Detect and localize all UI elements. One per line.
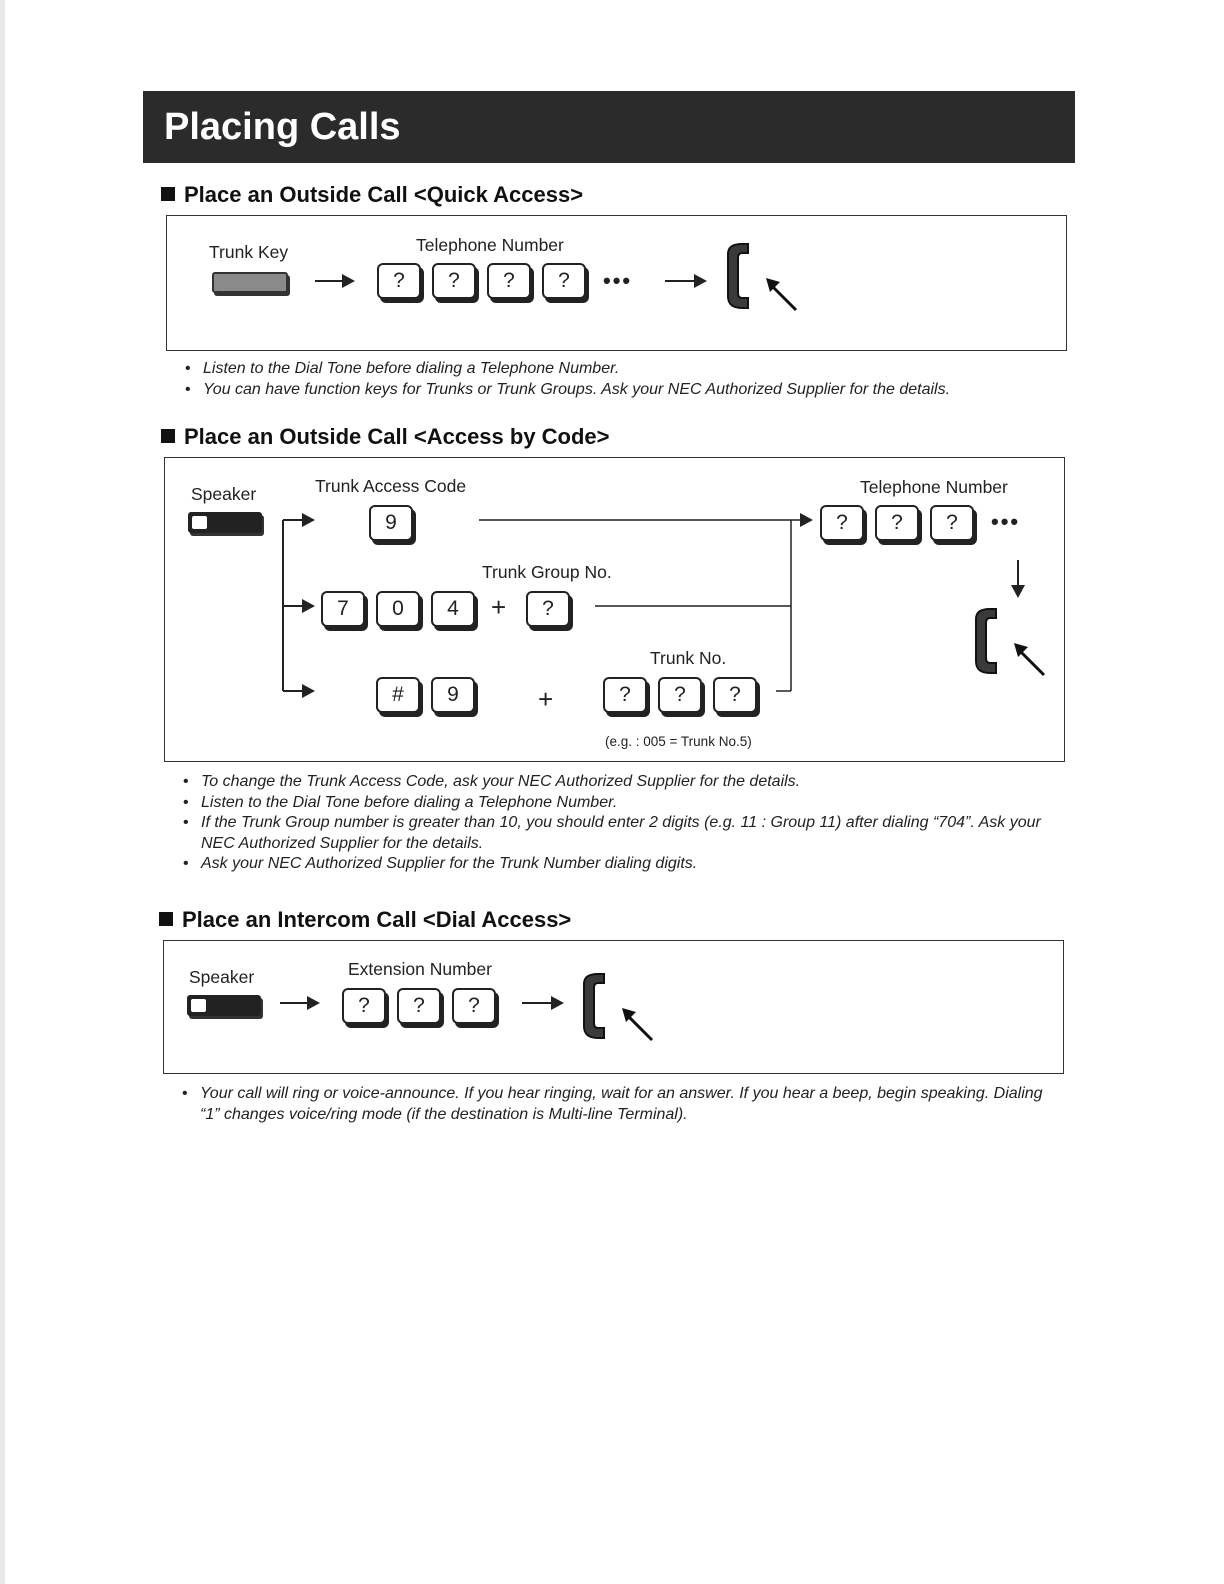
note-item: • You can have function keys for Trunks or Trunk Groups. Ask your NEC Authorized Supplier for the details. [185, 380, 1055, 401]
dial-key: ? [432, 263, 476, 299]
dial-key: ? [820, 505, 864, 541]
dial-key: # [376, 677, 420, 713]
trunk-no-example: (e.g. : 005 = Trunk No.5) [605, 734, 752, 749]
handset-off-hook-icon [970, 603, 1054, 679]
dial-key: ? [342, 988, 386, 1024]
page-title: Placing Calls [143, 91, 1075, 163]
arrow-right-icon [280, 1002, 318, 1004]
speaker-key-icon [188, 512, 262, 533]
dial-key: 9 [369, 505, 413, 541]
bullet-square-icon [161, 429, 175, 443]
arrow-right-icon [522, 1002, 562, 1004]
speaker-key-icon [187, 995, 261, 1016]
note-item: • If the Trunk Group number is greater than 10, you should enter 2 digits (e.g. 11 : Group 11) after dialing “704”. Ask your NEC Authorized Supplier for the details. [183, 813, 1053, 854]
quick-access-notes [185, 359, 1055, 400]
extension-number-label: Extension Number [348, 959, 492, 979]
dial-key: ? [526, 591, 570, 627]
intercom-notes [182, 1084, 1046, 1125]
section-heading-code [161, 424, 610, 450]
speaker-lamp-icon [191, 999, 206, 1012]
handset-off-hook-icon [722, 238, 806, 314]
telephone-number-label: Telephone Number [416, 235, 564, 255]
arrow-right-icon [283, 519, 313, 521]
dial-key: ? [930, 505, 974, 541]
section-heading-quick-text: Place an Outside Call <Quick Access> [184, 182, 584, 207]
arrow-right-icon [283, 605, 313, 607]
scan-edge [0, 0, 5, 1584]
trunk-no-label: Trunk No. [650, 648, 727, 668]
speaker-lamp-icon [192, 516, 207, 529]
handset-off-hook-icon [578, 968, 662, 1044]
note-item: • Your call will ring or voice-announce. If you hear ringing, wait for an answer. If you hear a beep, begin speaking. Dialing “1” changes voice/ring mode (if the destination is Multi-line Terminal). [182, 1084, 1046, 1125]
more-digits-icon: ••• [991, 509, 1021, 534]
section-heading-quick [161, 182, 583, 208]
plus-sign: + [538, 684, 554, 714]
section-heading-intercom [159, 907, 571, 933]
dial-key: ? [875, 505, 919, 541]
dial-key: 9 [431, 677, 475, 713]
plus-sign: + [491, 592, 507, 622]
dial-key: ? [452, 988, 496, 1024]
note-item: • To change the Trunk Access Code, ask your NEC Authorized Supplier for the details. [183, 772, 1053, 793]
more-digits-icon: ••• [603, 268, 633, 293]
speaker-label: Speaker [191, 484, 257, 504]
section-heading-code-text: Place an Outside Call <Access by Code> [184, 424, 610, 449]
dial-key: ? [377, 263, 421, 299]
trunk-group-label: Trunk Group No. [482, 562, 612, 582]
section-heading-intercom-text: Place an Intercom Call <Dial Access> [182, 907, 572, 932]
speaker-label: Speaker [189, 967, 255, 987]
telephone-number-label: Telephone Number [860, 477, 1008, 497]
dial-key: ? [397, 988, 441, 1024]
trunk-access-code-label: Trunk Access Code [315, 476, 467, 496]
bullet-square-icon [161, 187, 175, 201]
note-item: • Listen to the Dial Tone before dialing a Telephone Number. [183, 793, 1053, 814]
trunk-key-label: Trunk Key [209, 242, 289, 262]
access-by-code-notes [183, 772, 1053, 875]
dial-key: 0 [376, 591, 420, 627]
dial-key: 4 [431, 591, 475, 627]
dial-key: ? [713, 677, 757, 713]
dial-key: ? [603, 677, 647, 713]
dial-key: ? [658, 677, 702, 713]
dial-key: 7 [321, 591, 365, 627]
bullet-square-icon [159, 912, 173, 926]
dial-key: ? [542, 263, 586, 299]
dial-key: ? [487, 263, 531, 299]
note-item: • Ask your NEC Authorized Supplier for the Trunk Number dialing digits. [183, 854, 1053, 875]
arrow-right-icon [315, 280, 353, 282]
note-item: • Listen to the Dial Tone before dialing a Telephone Number. [185, 359, 1055, 380]
arrow-right-icon [665, 280, 705, 282]
arrow-right-icon [283, 690, 313, 692]
access-by-code-panel [164, 457, 1065, 762]
trunk-key-icon [212, 272, 288, 293]
